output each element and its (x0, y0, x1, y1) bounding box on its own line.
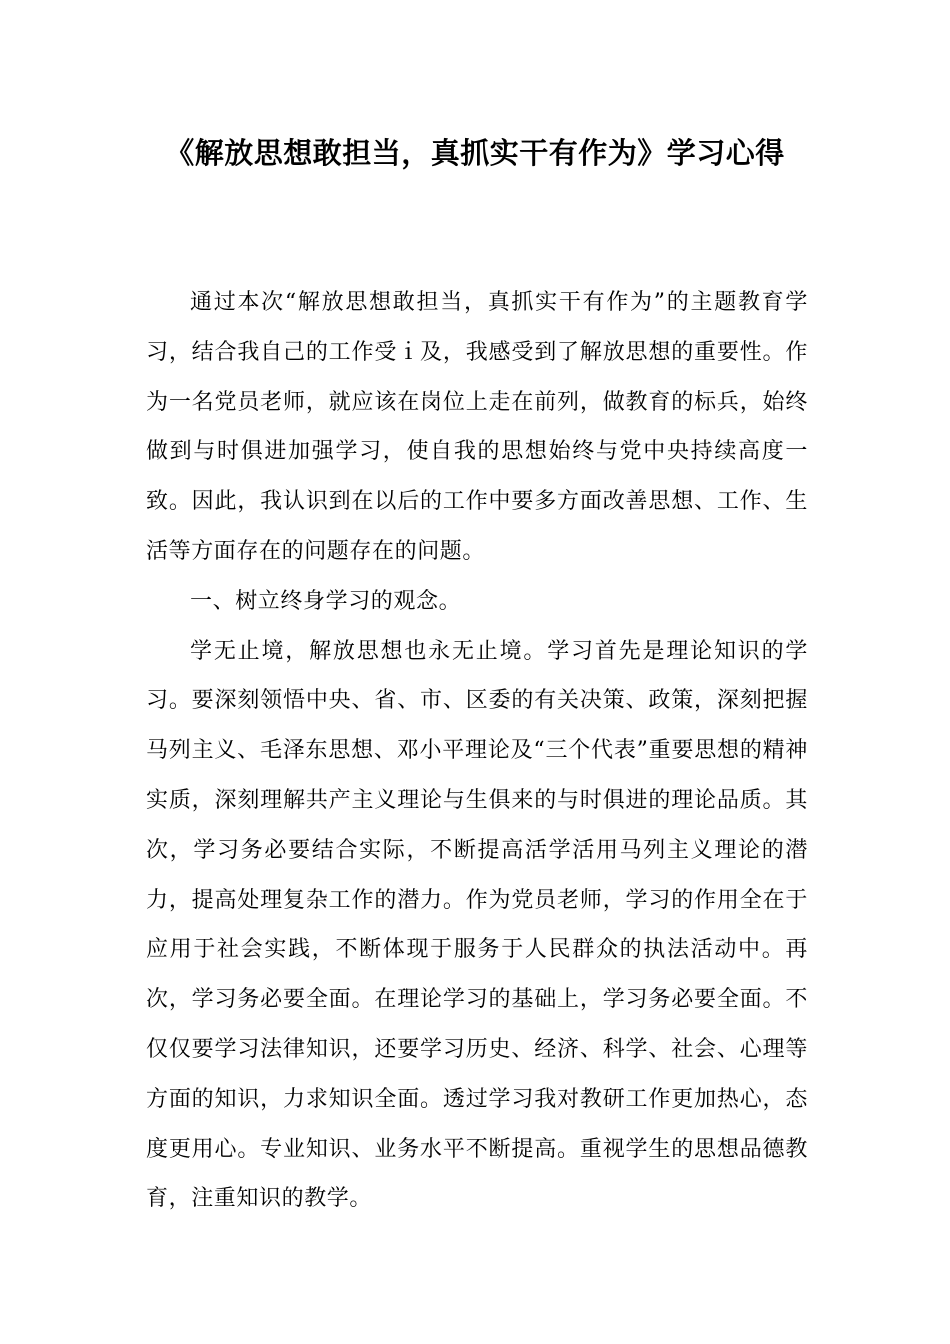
document-body (146, 278, 808, 1224)
paragraph-intro: 通过本次“解放思想敢担当，真抓实干有作为”的主题教育学习，结合我自己的工作受ｉ及，我感受到了解放思想的重要性。作为一名党员老师，就应该在岗位上走在前列，做教育的标兵，始终做到与时俱进加强学习，使自我的思想始终与党中央持续高度一致。因此，我认识到在以后的工作中要多方面改善思想、工作、生活等方面存在的问题存在的问题。 (146, 290, 808, 564)
section-heading-1: 一、树立终身学习的观念。 (190, 588, 462, 614)
document-title: 《解放思想敢担当，真抓实干有作为》学习心得 (165, 136, 785, 170)
paragraph-section-1: 学无止境，解放思想也永无止境。学习首先是理论知识的学习。要深刻领悟中央、省、市、区委的有关决策、政策，深刻把握马列主义、毛泽东思想、邓小平理论及“三个代表”重要思想的精神实质，深刻理解共产主义理论与生俱来的与时俱进的理论品质。其次，学习务必要结合实际，不断提高活学活用马列主义理论的潜力，提高处理复杂工作的潜力。作为党员老师，学习的作用全在于应用于社会实践，不断体现于服务于人民群众的执法活动中。再次，学习务必要全面。在理论学习的基础上，学习务必要全面。不仅仅要学习法律知识，还要学习历史、经济、科学、社会、心理等方面的知识，力求知识全面。透过学习我对教研工作更加热心，态度更用心。专业知识、业务水平不断提高。重视学生的思想品德教育，注重知识的教学。 (146, 638, 808, 1212)
